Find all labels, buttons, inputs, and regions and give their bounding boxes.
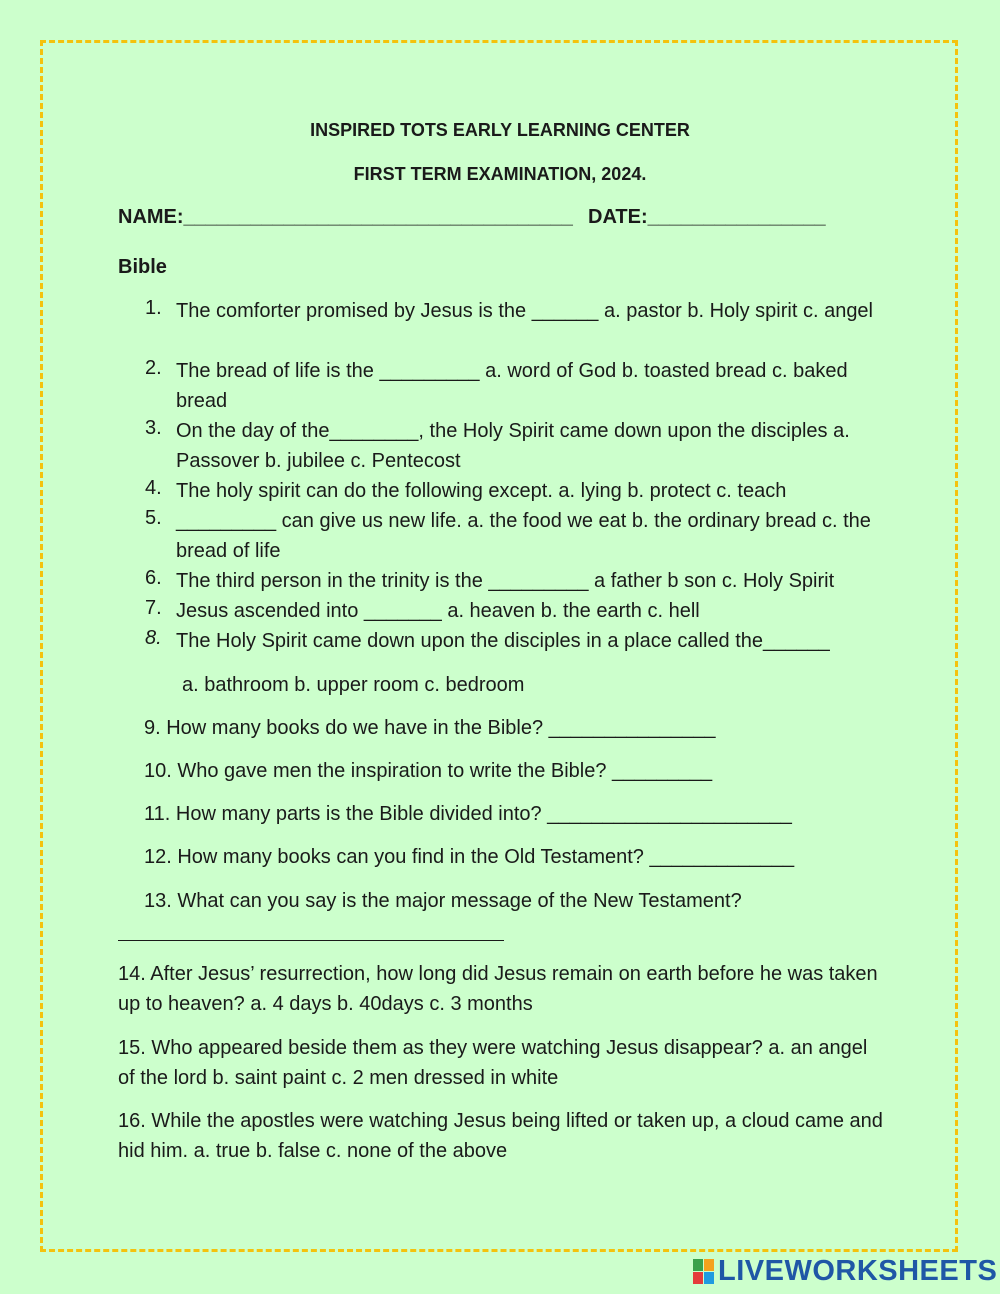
question-8-options: a. bathroom b. upper room c. bedroom [182,674,525,696]
date-field[interactable]: DATE:________________ [588,206,826,228]
question-number: 4. [145,477,162,499]
question-12: 12. How many books can you find in the Old Testament? _____________ [144,846,795,868]
question-15: 15. Who appeared beside them as they were watching Jesus disappear? a. an angel of the lord b. saint paint c. 2 men dressed in white [118,1037,868,1089]
question-16: 16. While the apostles were watching Jesus being lifted or taken up, a cloud came and hid him. a. true b. false c. none of the above [118,1110,883,1162]
question-text: _________ can give us new life. a. the food we eat b. the ordinary bread c. the bread of life [176,510,871,562]
question-11: 11. How many parts is the Bible divided into? ______________________ [144,803,792,825]
question-number: 3. [145,417,162,439]
question-text: Jesus ascended into _______ a. heaven b. the earth c. hell [176,600,700,622]
question-9: 9. How many books do we have in the Bible? _______________ [144,717,716,739]
school-title: INSPIRED TOTS EARLY LEARNING CENTER [310,120,690,140]
question-text: The third person in the trinity is the _________ a father b son c. Holy Spirit [176,570,835,592]
question-text: On the day of the________, the Holy Spirit came down upon the disciples a. Passover b. jubilee c. Pentecost [176,420,850,472]
question-text: The bread of life is the _________ a. word of God b. toasted bread c. baked bread [176,360,848,412]
question-10: 10. Who gave men the inspiration to write the Bible? _________ [144,760,713,782]
logo-blocks-icon [693,1259,714,1284]
question-number: 7. [145,597,162,619]
question-number: 1. [145,297,162,319]
logo-text: LIVEWORKSHEETS [718,1255,998,1287]
question-text: The holy spirit can do the following except. a. lying b. protect c. teach [176,480,787,502]
subject-heading: Bible [118,256,167,278]
question-text: The Holy Spirit came down upon the disciples in a place called the______ [176,630,830,652]
question-14: 14. After Jesus’ resurrection, how long did Jesus remain on earth before he was taken up to heaven? a. 4 days b. 40days c. 3 months [118,963,878,1015]
question-number: 2. [145,357,162,379]
question-number: 6. [145,567,162,589]
question-number: 8. [145,627,162,649]
liveworksheets-logo [693,1255,997,1288]
answer-line[interactable] [118,940,504,941]
name-field[interactable]: NAME:___________________________________ [118,206,573,228]
question-text: The comforter promised by Jesus is the ______ a. pastor b. Holy spirit c. angel [176,300,874,322]
exam-title: FIRST TERM EXAMINATION, 2024. [353,164,647,184]
question-number: 5. [145,507,162,529]
question-13: 13. What can you say is the major message of the New Testament? [144,890,742,912]
